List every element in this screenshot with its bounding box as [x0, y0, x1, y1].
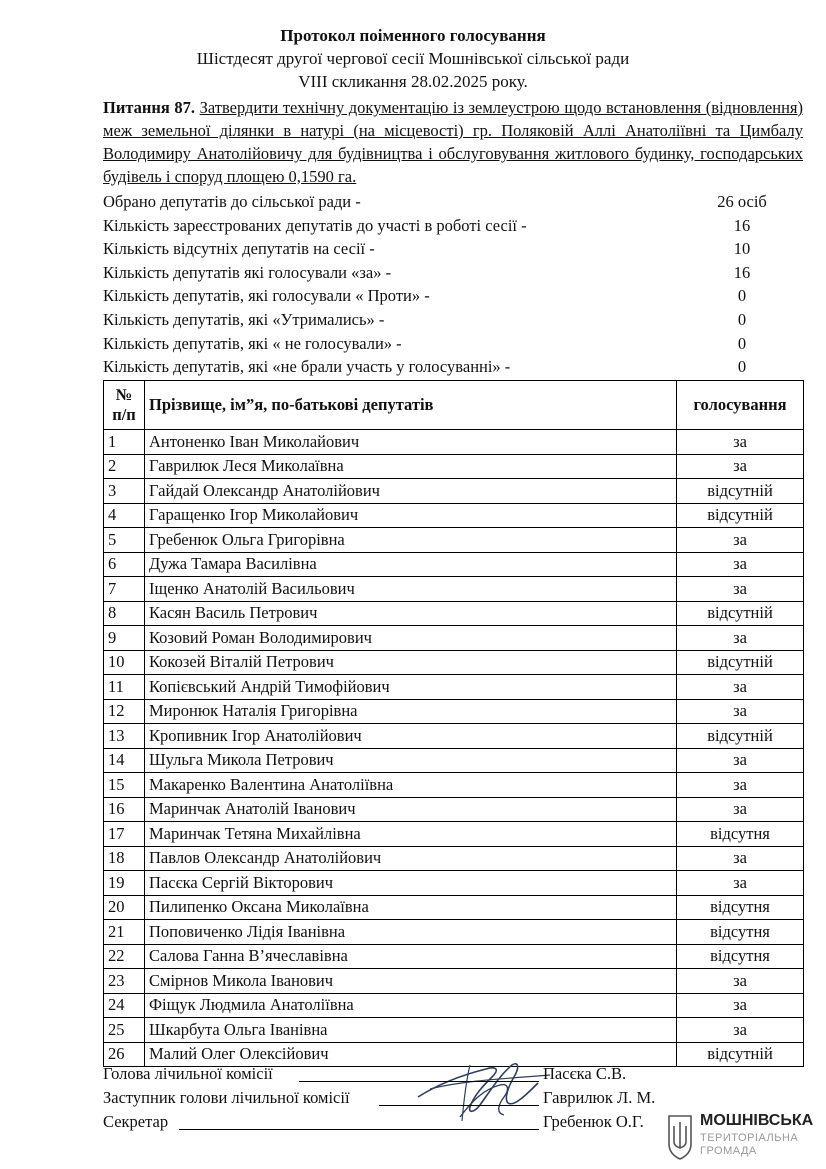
vote-result: відсутній [677, 503, 804, 528]
row-number: 6 [104, 552, 145, 577]
deputy-name: Смірнов Микола Іванович [145, 969, 677, 994]
secretary-name: Гребенюк О.Г. [543, 1112, 644, 1131]
logo-line-2: ТЕРИТОРІАЛЬНА [700, 1132, 799, 1144]
signature-row-chair [103, 1062, 803, 1086]
table-row [104, 724, 804, 749]
table-body [104, 430, 804, 1067]
chair-name: Пасєка С.В. [543, 1064, 627, 1083]
stat-label: Кількість зареєстрованих депутатів до участі в роботі сесії - [103, 215, 527, 235]
deputy-name: Гаврилюк Л. М. [543, 1088, 656, 1107]
column-header-vote: голосування [677, 381, 804, 430]
row-number: 13 [104, 724, 145, 749]
deputy-name: Макаренко Валентина Анатоліївна [145, 773, 677, 798]
vote-result: за [677, 577, 804, 602]
column-header-name: Прізвище, ім”я, по-батькові депутатів [145, 381, 677, 430]
deputy-name: Дужа Тамара Василівна [145, 552, 677, 577]
row-number: 21 [104, 920, 145, 945]
deputy-name: Гаращенко Ігор Миколайович [145, 503, 677, 528]
table-row [104, 920, 804, 945]
row-number: 17 [104, 822, 145, 847]
convocation-date-line: VIII скликання 28.02.2025 року. [298, 72, 528, 91]
logo-name: МОШНІВСЬКА [700, 1112, 814, 1129]
deputy-name: Гайдай Олександр Анатолійович [145, 479, 677, 504]
table-row [104, 699, 804, 724]
row-number: 7 [104, 577, 145, 602]
row-number: 23 [104, 969, 145, 994]
table-row [104, 993, 804, 1018]
stat-row [103, 284, 803, 308]
deputy-name: Маринчак Тетяна Михайлівна [145, 822, 677, 847]
stat-row [103, 190, 803, 214]
deputy-name: Антоненко Іван Миколайович [145, 430, 677, 455]
signature-row-deputy [103, 1086, 803, 1110]
stat-label: Кількість депутатів, які « не голосували» - [103, 333, 402, 353]
vote-result: відсутня [677, 944, 804, 969]
deputy-name: Маринчак Анатолій Іванович [145, 797, 677, 822]
deputy-name: Гребенюк Ольга Григорівна [145, 528, 677, 553]
table-row [104, 601, 804, 626]
table-row [104, 1018, 804, 1043]
stat-row [103, 308, 803, 332]
deputy-name: Козовий Роман Володимирович [145, 626, 677, 651]
deputy-name: Пасєка Сергій Вікторович [145, 871, 677, 896]
stat-value: 0 [737, 333, 747, 353]
deputy-label: Заступник голови лічильної комісії [103, 1088, 350, 1107]
deputy-name: Іщенко Анатолій Васильович [145, 577, 677, 602]
trident-icon [666, 1114, 694, 1160]
logo-line-3: ГРОМАДА [700, 1145, 757, 1157]
stat-label: Кількість депутатів які голосували «за» - [103, 262, 392, 282]
table-row [104, 773, 804, 798]
deputy-name: Малий Олег Олексійович [145, 1042, 677, 1067]
deputy-name: Салова Ганна В’ячеславівна [145, 944, 677, 969]
deputy-name: Фіщук Людмила Анатоліївна [145, 993, 677, 1018]
vote-result: за [677, 797, 804, 822]
stat-row [103, 332, 803, 356]
vote-result: за [677, 528, 804, 553]
vote-result: відсутня [677, 822, 804, 847]
row-number: 24 [104, 993, 145, 1018]
stat-value: 0 [737, 286, 747, 306]
roll-call-table [103, 380, 804, 1067]
community-logo [666, 1112, 816, 1162]
row-number: 18 [104, 846, 145, 871]
stat-row [103, 237, 803, 261]
row-number: 12 [104, 699, 145, 724]
question-number: Питання 87. [103, 98, 196, 117]
row-number: 4 [104, 503, 145, 528]
stat-value: 26 осіб [717, 192, 767, 211]
stat-label: Кількість депутатів, які голосували « Проти» - [103, 286, 430, 306]
vote-result: відсутній [677, 479, 804, 504]
row-number: 11 [104, 675, 145, 700]
row-number: 10 [104, 650, 145, 675]
table-row [104, 969, 804, 994]
stat-value: 16 [733, 215, 751, 235]
deputy-name: Кропивник Ігор Анатолійович [145, 724, 677, 749]
deputy-name: Шкарбута Ольга Іванівна [145, 1018, 677, 1043]
vote-result: за [677, 699, 804, 724]
vote-result: за [677, 773, 804, 798]
row-number: 3 [104, 479, 145, 504]
table-row [104, 454, 804, 479]
table-row [104, 503, 804, 528]
session-line: Шістдесят другої чергової сесії Мошнівської сільської ради [196, 49, 630, 68]
deputy-name: Павлов Олександр Анатолійович [145, 846, 677, 871]
signature-line [299, 1081, 539, 1082]
vote-result: за [677, 993, 804, 1018]
row-number: 22 [104, 944, 145, 969]
table-row [104, 822, 804, 847]
row-number: 16 [104, 797, 145, 822]
deputy-name: Гаврилюк Леся Миколаївна [145, 454, 677, 479]
row-number: 26 [104, 1042, 145, 1067]
stat-value: 10 [733, 239, 751, 259]
row-number: 1 [104, 430, 145, 455]
table-row [104, 479, 804, 504]
row-number: 15 [104, 773, 145, 798]
deputy-name: Шульга Микола Петрович [145, 748, 677, 773]
question-block [103, 96, 803, 188]
vote-result: за [677, 552, 804, 577]
deputy-name: Кокозей Віталій Петрович [145, 650, 677, 675]
question-text: Затвердити технічну документацію із землеустрою щодо встановлення (відновлення) меж земельної ділянки в натурі (на місцевості) гр. Поляковій Аллі Анатоліївні та Цимбалу Володимиру Анатолійовичу для будівництва і обслуговування житлового будинку, господарських будівель і споруд площею 0,1590 га. [103, 98, 804, 186]
vote-result: за [677, 748, 804, 773]
column-header-number: № п/п [104, 381, 145, 430]
table-row [104, 650, 804, 675]
row-number: 25 [104, 1018, 145, 1043]
row-number: 2 [104, 454, 145, 479]
vote-statistics [103, 190, 803, 379]
vote-result: за [677, 871, 804, 896]
deputy-name: Поповиченко Лідія Іванівна [145, 920, 677, 945]
stat-label: Кількість депутатів, які «Утримались» - [103, 309, 385, 329]
table-row [104, 871, 804, 896]
table-row [104, 895, 804, 920]
stat-value: 16 [733, 262, 751, 282]
stat-row [103, 214, 803, 238]
deputy-name: Миронюк Наталія Григорівна [145, 699, 677, 724]
deputy-name: Пилипенко Оксана Миколаївна [145, 895, 677, 920]
chair-label: Голова лічильної комісії [103, 1064, 273, 1083]
table-row [104, 528, 804, 553]
table-row [104, 748, 804, 773]
table-row [104, 552, 804, 577]
row-number: 20 [104, 895, 145, 920]
vote-result: відсутній [677, 601, 804, 626]
document-header [0, 24, 826, 93]
vote-result: за [677, 675, 804, 700]
vote-result: за [677, 626, 804, 651]
vote-result: відсутня [677, 895, 804, 920]
stat-row [103, 355, 803, 379]
deputy-name: Касян Василь Петрович [145, 601, 677, 626]
stat-value: 0 [737, 357, 747, 377]
vote-result: за [677, 454, 804, 479]
table-row [104, 797, 804, 822]
row-number: 9 [104, 626, 145, 651]
signature-line [379, 1105, 539, 1106]
table-row [104, 626, 804, 651]
vote-result: відсутній [677, 650, 804, 675]
table-row [104, 675, 804, 700]
vote-result: відсутня [677, 920, 804, 945]
table-row [104, 577, 804, 602]
vote-result: за [677, 1018, 804, 1043]
row-number: 14 [104, 748, 145, 773]
vote-result: за [677, 846, 804, 871]
stat-label: Обрано депутатів до сільської ради - [103, 192, 361, 211]
document-title: Протокол поіменного голосування [280, 26, 546, 45]
vote-result: відсутній [677, 1042, 804, 1067]
table-row [104, 430, 804, 455]
row-number: 5 [104, 528, 145, 553]
stat-value: 0 [737, 309, 747, 329]
table-row [104, 944, 804, 969]
table-row [104, 846, 804, 871]
vote-result: за [677, 969, 804, 994]
vote-result: за [677, 430, 804, 455]
stat-label: Кількість відсутніх депутатів на сесії - [103, 239, 375, 259]
secretary-label: Секретар [103, 1112, 169, 1131]
vote-result: відсутній [677, 724, 804, 749]
signature-line [179, 1129, 539, 1130]
row-number: 8 [104, 601, 145, 626]
deputy-name: Копієвський Андрій Тимофійович [145, 675, 677, 700]
stat-label: Кількість депутатів, які «не брали участь у голосуванні» - [103, 357, 511, 377]
stat-row [103, 261, 803, 285]
table-header-row [104, 381, 804, 430]
row-number: 19 [104, 871, 145, 896]
